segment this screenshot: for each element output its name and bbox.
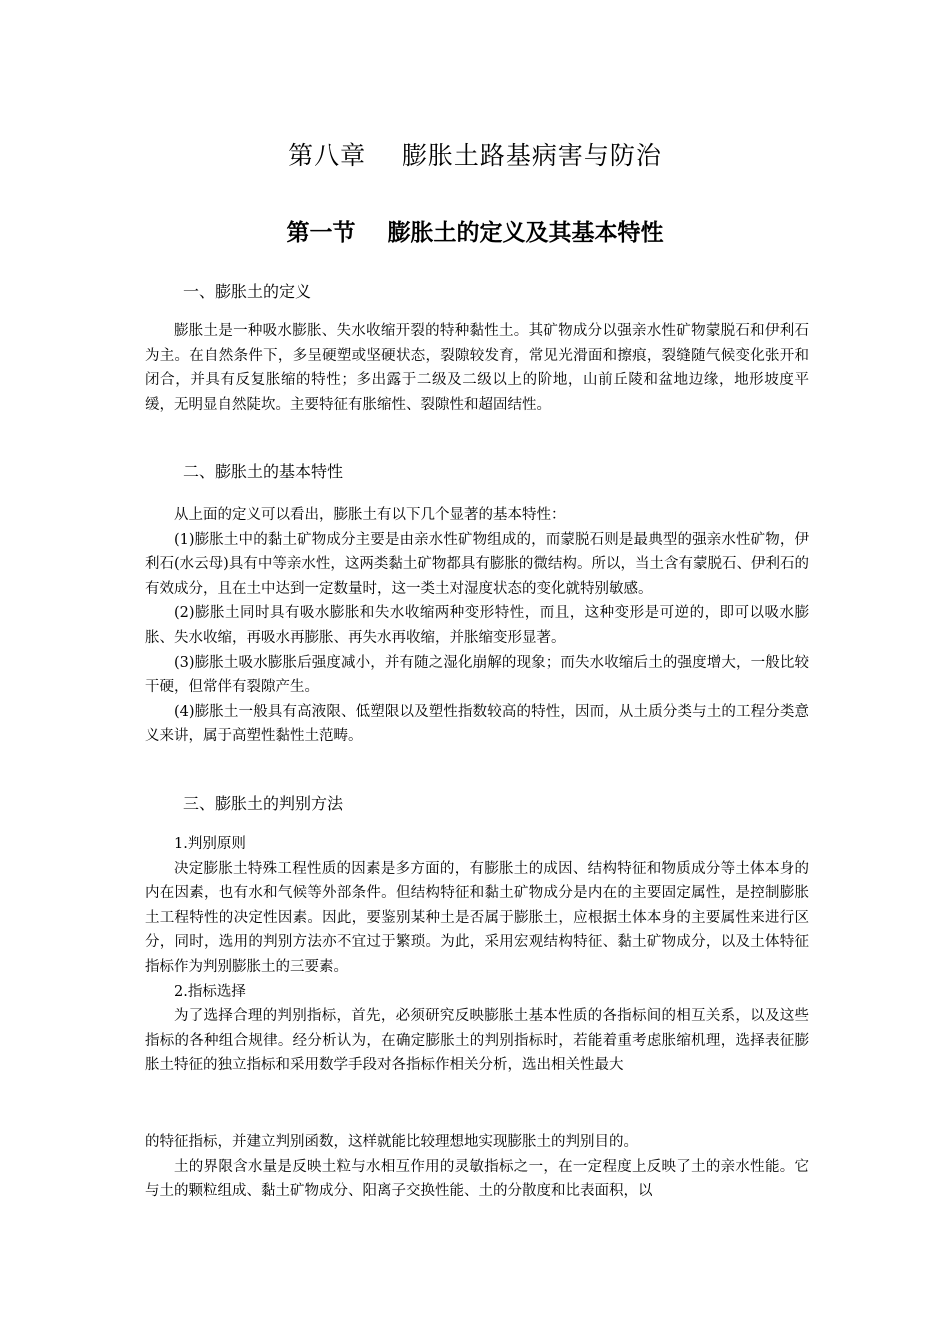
heading-properties: 二、膨胀土的基本特性 [183, 462, 344, 481]
limit-water-content-paragraph: 土的界限含水量是反映土粒与水相互作用的灵敏指标之一，在一定程度上反映了土的亲水性能。它与土的颗粒组成、黏土矿物成分、阳离子交换性能、土的分散度和比表面积，以 [145, 1158, 809, 1200]
subheading-index-selection: 2.指标选择 [174, 983, 246, 1000]
property-item-4: (4)膨胀土一般具有高液限、低塑限以及塑性指数较高的特性，因而，从土质分类与土的工程分类意义来讲，属于高塑性黏性土范畴。 [145, 703, 809, 745]
continued-block [145, 1130, 809, 1204]
properties-block [145, 503, 809, 749]
subheading-principle: 1.判别原则 [174, 836, 246, 852]
chapter-title: 第八章 膨胀土路基病害与防治 [288, 141, 662, 170]
index-selection-paragraph: 为了选择合理的判别指标，首先，必须研究反映膨胀土基本性质的各指标间的相互关系，以及这些指标的各种组合规律。经分析认为，在确定膨胀土的判别指标时，若能着重考虑胀缩机理，选择表征膨胀土特征的独立指标和采用数学手段对各指标作相关分析，选出相关性最大 [145, 1008, 809, 1074]
identification-block [145, 832, 809, 1078]
heading-identification: 三、膨胀土的判别方法 [183, 794, 344, 813]
property-item-3: (3)膨胀土吸水膨胀后强度减小，并有随之湿化崩解的现象；而失水收缩后土的强度增大，一般比较干硬，但常伴有裂隙产生。 [145, 654, 809, 696]
definition-block [145, 319, 809, 417]
heading-definition: 一、膨胀土的定义 [183, 282, 312, 301]
continued-paragraph: 的特征指标，并建立判别函数，这样就能比较理想地实现膨胀土的判别目的。 [145, 1134, 638, 1150]
section-title: 第一节 膨胀土的定义及其基本特性 [286, 220, 664, 246]
property-item-1: (1)膨胀土中的黏土矿物成分主要是由亲水性矿物组成的，而蒙脱石则是最典型的强亲水性矿物，伊利石(水云母)具有中等亲水性，这两类黏土矿物都具有膨胀的微结构。所以，当土含有蒙脱石、伊利石的有效成分，且在土中达到一定数量时，这一类土对湿度状态的变化就特别敏感。 [145, 531, 809, 597]
definition-paragraph: 膨胀土是一种吸水膨胀、失水收缩开裂的特种黏性土。其矿物成分以强亲水性矿物蒙脱石和伊利石为主。在自然条件下，多呈硬塑或坚硬状态，裂隙较发育，常见光滑面和擦痕，裂缝随气候变化张开和闭合，并具有反复胀缩的特性；多出露于二级及二级以上的阶地，山前丘陵和盆地边缘，地形坡度平缓，无明显自然陡坎。主要特征有胀缩性、裂隙性和超固结性。 [145, 323, 809, 413]
principle-paragraph: 决定膨胀土特殊工程性质的因素是多方面的，有膨胀土的成因、结构特征和物质成分等土体本身的内在因素，也有水和气候等外部条件。但结构特征和黏土矿物成分是内在的主要固定属性，是控制膨胀土工程特性的决定性因素。因此，要鉴别某种土是否属于膨胀土，应根据土体本身的主要属性来进行区分，同时，选用的判别方法亦不宜过于繁琐。为此，采用宏观结构特征、黏土矿物成分，以及土体特征指标作为判别膨胀土的三要素。 [145, 860, 809, 975]
properties-intro: 从上面的定义可以看出，膨胀土有以下几个显著的基本特性： [174, 507, 566, 523]
property-item-2: (2)膨胀土同时具有吸水膨胀和失水收缩两种变形特性，而且，这种变形是可逆的，即可以吸水膨胀、失水收缩，再吸水再膨胀、再失水再收缩，并胀缩变形显著。 [145, 605, 809, 646]
